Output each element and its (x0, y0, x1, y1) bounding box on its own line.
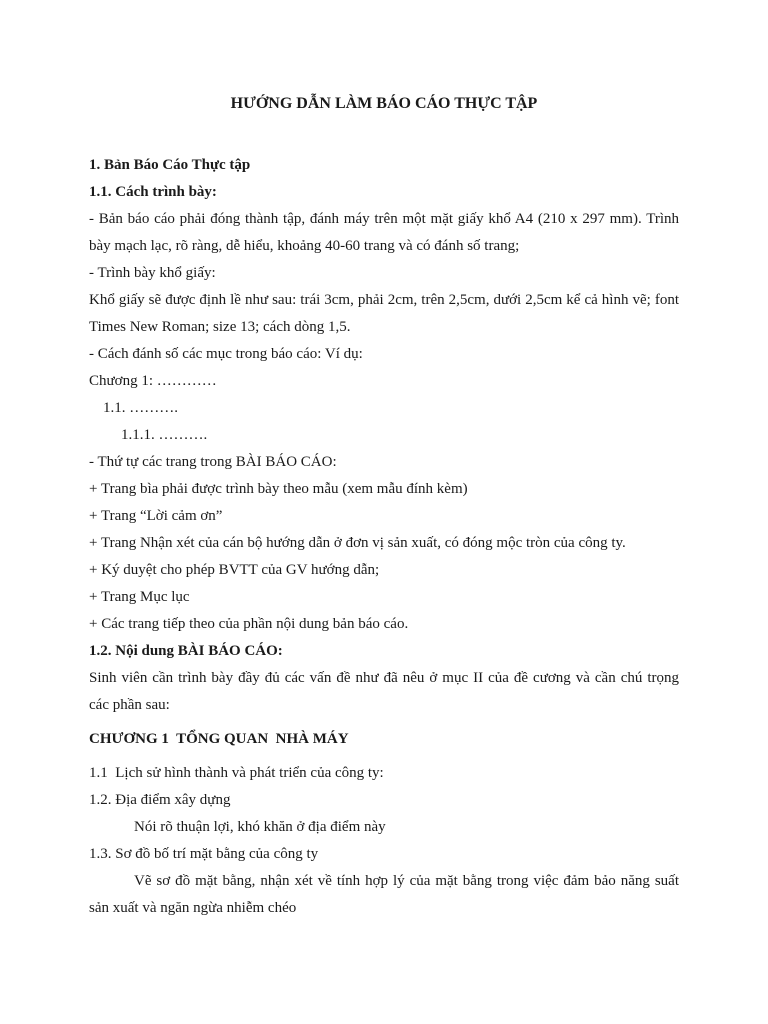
paragraph-line: sản xuất và ngăn ngừa nhiễm chéo (89, 900, 297, 916)
paragraph-line: - Trình bày khổ giấy: (89, 265, 216, 281)
subsection-heading: 1.2. Nội dung BÀI BÁO CÁO: (89, 643, 283, 659)
paragraph-line: Vẽ sơ đồ mặt bằng, nhận xét về tính hợp lý của mặt bằng trong việc đảm bảo năng suất (134, 873, 679, 889)
chapter-heading: CHƯƠNG 1 TỔNG QUAN NHÀ MÁY (89, 731, 349, 747)
paragraph-line: 1.3. Sơ đồ bố trí mặt bằng của công ty (89, 846, 319, 862)
list-item: + Trang “Lời cảm ơn” (89, 508, 223, 524)
paragraph-line: Times New Roman; size 13; cách dòng 1,5. (89, 319, 351, 335)
list-item: + Trang Nhận xét của cán bộ hướng dẫn ở đơn vị sản xuất, có đóng mộc tròn của công ty. (89, 535, 626, 551)
document-title: HƯỚNG DẪN LÀM BÁO CÁO THỰC TẬP (230, 95, 538, 112)
list-item: + Trang Mục lục (89, 589, 190, 605)
example-line: Chương 1: ………… (89, 373, 217, 389)
paragraph-line: - Bản báo cáo phải đóng thành tập, đánh máy trên một mặt giấy khổ A4 (210 x 297 mm). Trình (89, 211, 679, 227)
list-item: + Các trang tiếp theo của phần nội dung bản báo cáo. (89, 616, 409, 632)
paragraph-line: Khổ giấy sẽ được định lề như sau: trái 3cm, phải 2cm, trên 2,5cm, dưới 2,5cm kể cả hình vẽ; font (89, 292, 679, 308)
paragraph-line: 1.1 Lịch sử hình thành và phát triển của công ty: (89, 765, 384, 781)
example-line: 1.1. ………. (103, 400, 178, 416)
paragraph-line: các phần sau: (89, 697, 170, 713)
paragraph-line: - Cách đánh số các mục trong báo cáo: Ví dụ: (89, 346, 363, 362)
list-item: + Trang bìa phải được trình bày theo mẫu (xem mẫu đính kèm) (89, 481, 468, 497)
example-line: 1.1.1. ………. (121, 427, 208, 443)
paragraph-line: Sinh viên cần trình bày đầy đủ các vấn đề như đã nêu ở mục II của đề cương và cần chú trọng (89, 670, 679, 686)
paragraph-line: 1.2. Địa điểm xây dựng (89, 792, 231, 808)
paragraph-line: Nói rõ thuận lợi, khó khăn ở địa điểm này (134, 819, 386, 835)
paragraph-line: - Thứ tự các trang trong BÀI BÁO CÁO: (89, 454, 337, 470)
paragraph-line: bày mạch lạc, rõ ràng, dễ hiểu, khoảng 40-60 trang và có đánh số trang; (89, 238, 520, 254)
list-item: + Ký duyệt cho phép BVTT của GV hướng dẫn; (89, 562, 380, 578)
section-heading: 1. Bản Báo Cáo Thực tập (89, 157, 251, 173)
subsection-heading: 1.1. Cách trình bày: (89, 184, 217, 200)
